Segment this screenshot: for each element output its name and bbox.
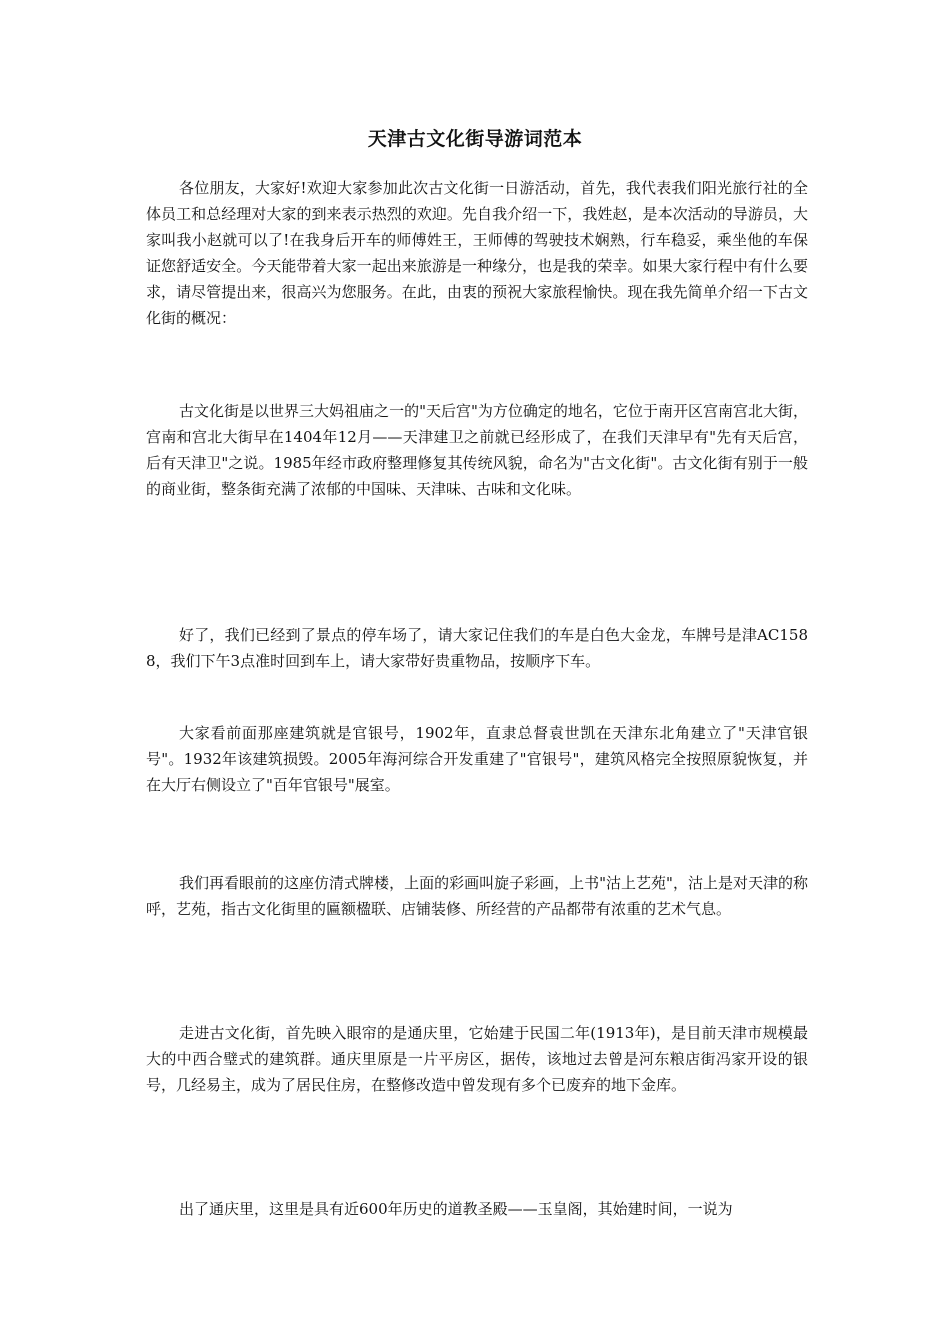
document-title: 天津古文化街导游词范本 bbox=[367, 128, 583, 150]
paragraph-tongqingli: 走进古文化街，首先映入眼帘的是通庆里，它始建于民国二年(1913年)，是目前天津市规模最大的中西合璧式的建筑群。通庆里原是一片平房区，据传，该地过去曾是河东粮店街冯家开设的银号，几经易主，成为了居民住房，在整修改造中曾发现有多个已废弃的地下金库。 bbox=[146, 1024, 808, 1094]
paragraph-overview: 古文化街是以世界三大妈祖庙之一的"天后宫"为方位确定的地名，它位于南开区宫南宫北大街，宫南和宫北大街早在1404年12月——天津建卫之前就已经形成了，在我们天津早有"先有天后宫，后有天津卫"之说。1985年经市政府整理修复其传统风貌，命名为"古文化街"。古文化街有别于一般的商业街，整条街充满了浓郁的中国味、天津味、古味和文化味。 bbox=[146, 402, 808, 498]
paragraph-parking: 好了，我们已经到了景点的停车场了，请大家记住我们的车是白色大金龙，车牌号是津AC1588，我们下午3点准时回到车上，请大家带好贵重物品，按顺序下车。 bbox=[146, 626, 808, 670]
paragraph-guanyinhao: 大家看前面那座建筑就是官银号，1902年，直隶总督袁世凯在天津东北角建立了"天津官银号"。1932年该建筑损毁。2005年海河综合开发重建了"官银号"，建筑风格完全按照原貌恢复，并在大厅右侧设立了"百年官银号"展室。 bbox=[146, 724, 808, 794]
paragraph-yuhuangge: 出了通庆里，这里是具有近600年历史的道教圣殿——玉皇阁，其始建时间，一说为 bbox=[179, 1200, 733, 1218]
paragraph-welcome: 各位朋友，大家好!欢迎大家参加此次古文化街一日游活动，首先，我代表我们阳光旅行社的全体员工和总经理对大家的到来表示热烈的欢迎。先自我介绍一下，我姓赵，是本次活动的导游员，大家叫我小赵就可以了!在我身后开车的师傅姓王，王师傅的驾驶技术娴熟，行车稳妥，乘坐他的车保证您舒适安全。今天能带着大家一起出来旅游是一种缘分，也是我的荣幸。如果大家行程中有什么要求，请尽管提出来，很高兴为您服务。在此，由衷的预祝大家旅程愉快。现在我先简单介绍一下古文化街的概况： bbox=[146, 179, 808, 327]
paragraph-archway: 我们再看眼前的这座仿清式牌楼，上面的彩画叫旋子彩画，上书"沽上艺苑"，沽上是对天津的称呼，艺苑，指古文化街里的匾额楹联、店铺装修、所经营的产品都带有浓重的艺术气息。 bbox=[146, 874, 808, 918]
